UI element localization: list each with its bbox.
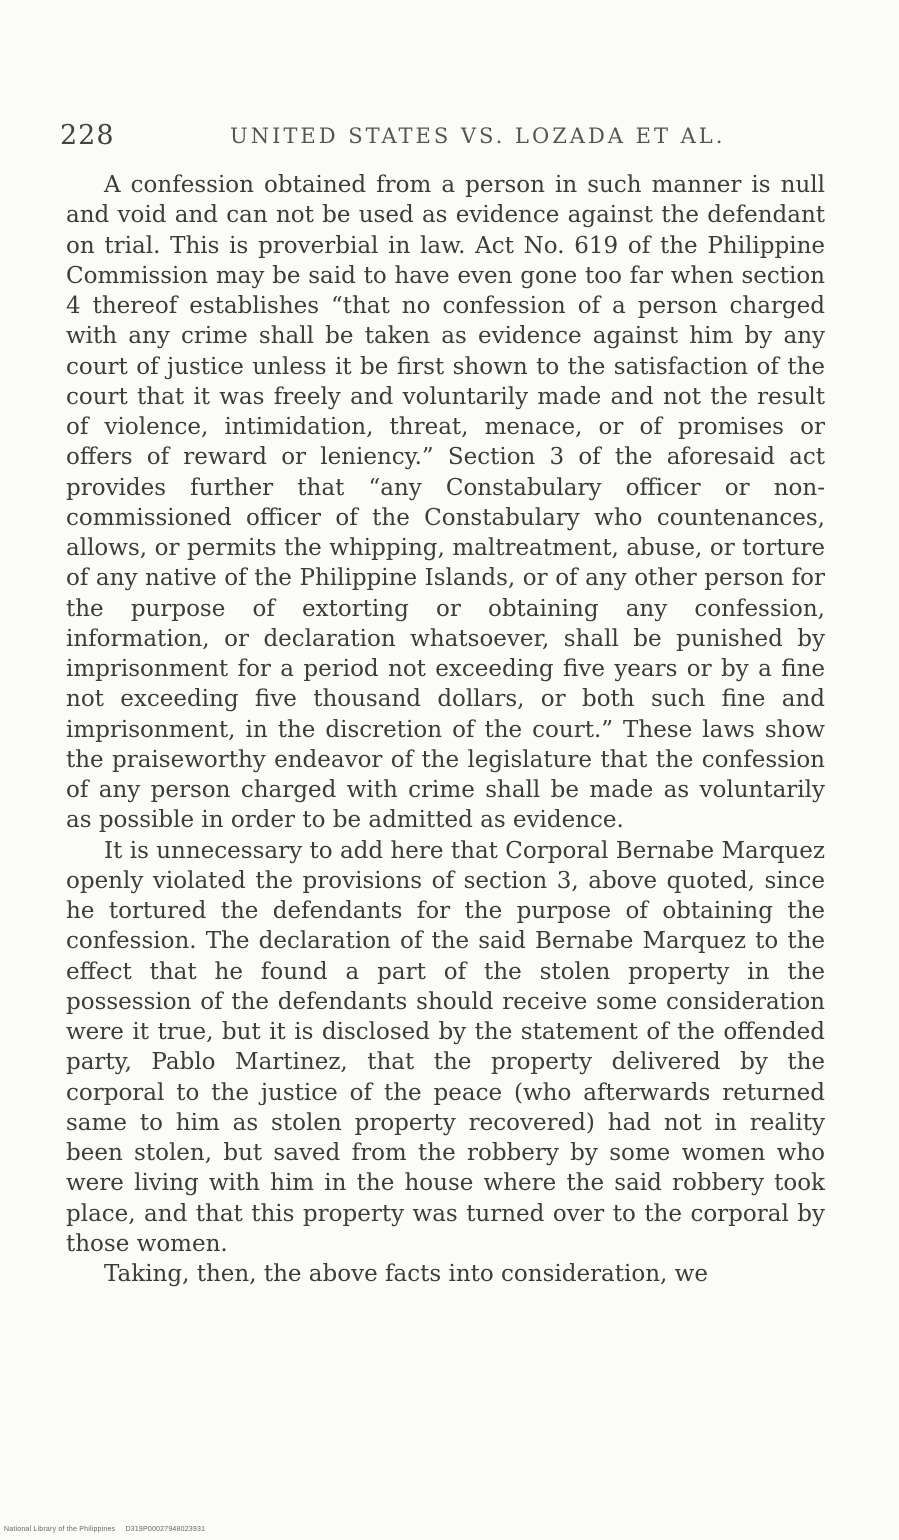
running-head: [60, 120, 830, 150]
paragraph-confession-law: A confession obtained from a person in such manner is null and void and can not be used as evidence against the defendant on trial. This is proverbial in law. Act No. 619 of the Philippine Commission may be said to have even gone too far when section 4 thereof establishes “that no confession of a person charged with any crime shall be taken as evidence against him by any court of justice unless it be first shown to the satisfaction of the court that it was freely and voluntarily made and not the result of violence, intimidation, threat, menace, or of promises or offers of reward or leniency.” Section 3 of the aforesaid act provides further that “any Constabulary officer or non-commissioned officer of the Constabulary who countenances, allows, or permits the whipping, maltreatment, abuse, or torture of any native of the Philippine Islands, or of any other person for the purpose of extorting or obtaining any confession, information, or declaration whatsoever, shall be punished by imprisonment for a period not exceeding five years or by a fine not exceeding five thousand dollars, or both such fine and imprisonment, in the discretion of the court.” These laws show the praiseworthy endeavor of the legislature that the confession of any person charged with crime shall be made as voluntarily as possible in order to be admitted as evidence.: [66, 172, 825, 834]
running-title: UNITED STATES VS. LOZADA ET AL.: [230, 124, 726, 148]
scan-identifier: D319P00027948023931: [125, 1526, 206, 1533]
body-text: [66, 170, 825, 1289]
paragraph-conclusion-start: Taking, then, the above facts into consideration, we: [104, 1261, 708, 1287]
page-number: 228: [60, 120, 115, 151]
library-name: National Library of the Philippines: [4, 1526, 116, 1533]
scan-footer: [4, 1526, 205, 1533]
paragraph-corporal-marquez: It is unnecessary to add here that Corporal Bernabe Marquez openly violated the provisions of section 3, above quoted, since he tortured the defendants for the purpose of obtaining the confession. The declaration of the said Bernabe Marquez to the effect that he found a part of the stolen property in the possession of the defendants should receive some consideration were it true, but it is disclosed by the statement of the offended party, Pablo Martinez, that the property delivered by the corporal to the justice of the peace (who afterwards returned same to him as stolen property recovered) had not in reality been stolen, but saved from the robbery by some women who were living with him in the house where the said robbery took place, and that this property was turned over to the corporal by those women.: [66, 837, 825, 1257]
